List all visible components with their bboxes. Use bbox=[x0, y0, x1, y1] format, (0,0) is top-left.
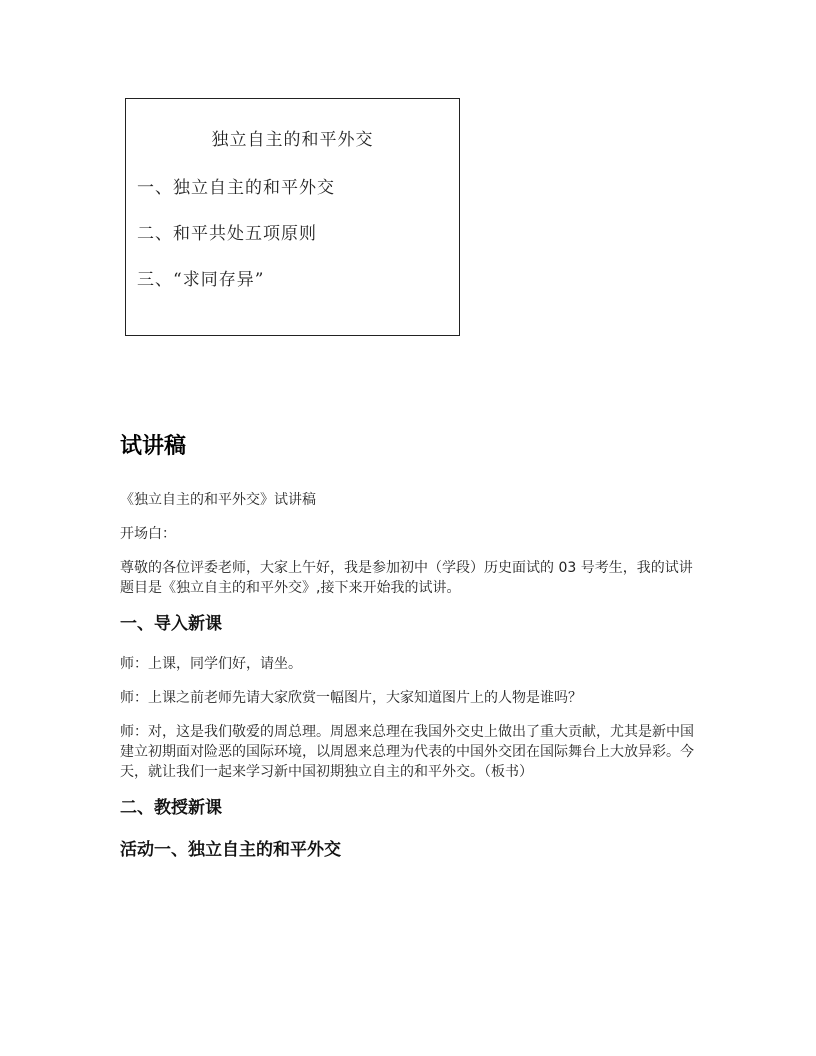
document-heading: 试讲稿 bbox=[120, 434, 187, 459]
board-item-1: 一、独立自主的和平外交 bbox=[137, 178, 335, 198]
board-item-2: 二、和平共处五项原则 bbox=[137, 224, 317, 244]
opening-text: 尊敬的各位评委老师，大家上午好，我是参加初中（学段）历史面试的 03 号考生，我的试讲题目是《独立自主的和平外交》,接下来开始我的试讲。 bbox=[120, 560, 693, 596]
section1-paragraph-1: 师：上课，同学们好，请坐。 bbox=[120, 656, 302, 672]
section-heading-teach: 二、教授新课 bbox=[120, 798, 222, 818]
section1-paragraph-2: 师：上课之前老师先请大家欣赏一幅图片，大家知道图片上的人物是谁吗？ bbox=[120, 690, 582, 706]
section1-paragraph-3: 师：对，这是我们敬爱的周总理。周恩来总理在我国外交史上做出了重大贡献，尤其是新中国建立初期面对险恶的国际环境，以周恩来总理为代表的中国外交团在国际舞台上大放异彩。今天，就让我们一起来学习新中国初期独立自主的和平外交。（板书） bbox=[120, 724, 694, 780]
board-title: 独立自主的和平外交 bbox=[211, 130, 374, 150]
section-heading-import: 一、导入新课 bbox=[120, 614, 222, 634]
opening-label: 开场白： bbox=[120, 526, 176, 542]
activity-heading-1: 活动一、独立自主的和平外交 bbox=[120, 840, 341, 860]
document-body bbox=[120, 432, 698, 880]
document-subtitle: 《独立自主的和平外交》试讲稿 bbox=[120, 492, 316, 508]
blackboard-box bbox=[125, 98, 460, 336]
board-item-3: 三、“求同存异” bbox=[137, 270, 265, 290]
